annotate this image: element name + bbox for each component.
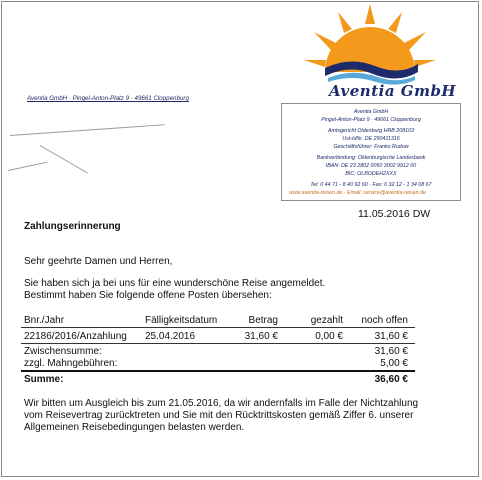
table-row-rule [21, 343, 415, 344]
row-paid: 0,00 € [315, 331, 343, 342]
letter-date: 11.05.2016 DW [358, 208, 431, 220]
info-web-line[interactable]: www.aventia-reisen.de · Email: service@aventia-reisen.de [289, 190, 426, 196]
letter-subject: Zahlungserinnerung [24, 221, 121, 232]
sum-value: 36,60 € [374, 374, 408, 385]
row-open: 31,60 € [374, 331, 408, 342]
info-line: Aventia GmbH [353, 109, 389, 115]
brand-name: Aventia GmbH [329, 82, 457, 100]
row-due: 25.04.2016 [145, 331, 196, 342]
info-line: IBAN: DE 23 2802 0050 3002 9912 00 [325, 163, 417, 169]
info-line: Tel: 0 44 71 - 8 40 92 60 · Fax: 0 32 12 - 1 34 08 67 [310, 182, 432, 188]
info-line: Bankverbindung: Oldenburgische Landesbank [316, 155, 426, 161]
info-line: Ust-IdNr. DE 290411316 [342, 136, 400, 142]
salutation: Sehr geehrte Damen und Herren, [24, 256, 173, 267]
closing-line-1: Wir bitten um Ausgleich bis zum 21.05.2016, da wir andernfalls im Falle der Nichtzahlung [24, 398, 419, 409]
intro-line-1: Sie haben sich ja bei uns für eine wunderschöne Reise angemeldet. [24, 278, 326, 289]
col-header-open: noch offen [361, 315, 408, 326]
row-amount: 31,60 € [244, 331, 278, 342]
col-header-amount: Betrag [248, 315, 278, 326]
col-header-bnr: Bnr./Jahr [24, 315, 65, 326]
table-sum-rule [21, 370, 415, 372]
col-header-paid: gezahlt [310, 315, 343, 326]
closing-line-3: Allgemeinen Reisebedingungen belasten werden. [24, 422, 245, 433]
info-line: Pingel-Anton-Platz 9 · 49661 Cloppenburg [321, 117, 421, 123]
closing-line-2: vom Reisevertrag zurücktreten und Sie mit den Rücktrittskosten gemäß Ziffer 6. unserer [24, 410, 414, 421]
sum-label: Summe: [24, 374, 64, 385]
row-bnr: 22186/2016/Anzahlung [24, 331, 127, 342]
fee-value: 5,00 € [380, 358, 408, 369]
fee-label: zzgl. Mahngebühren: [24, 358, 118, 369]
intro-line-2: Bestimmt haben Sie folgende offene Posten übersehen: [24, 290, 272, 301]
company-info-box [281, 103, 461, 201]
info-line: Geschäftsführer: Franko Rudow [333, 144, 409, 150]
sender-address-line: Aventia GmbH · Pingel-Anton-Platz 9 · 49661 Cloppenburg [27, 95, 189, 102]
col-header-due: Fälligkeitsdatum [145, 315, 218, 326]
subtotal-value: 31,60 € [374, 346, 408, 357]
info-line: Amtsgericht Oldenburg HRB 208103 [328, 128, 414, 134]
table-header-rule [21, 327, 415, 328]
subtotal-label: Zwischensumme: [24, 346, 102, 357]
info-line: BIC: OLBODEH2XXX [345, 171, 397, 177]
